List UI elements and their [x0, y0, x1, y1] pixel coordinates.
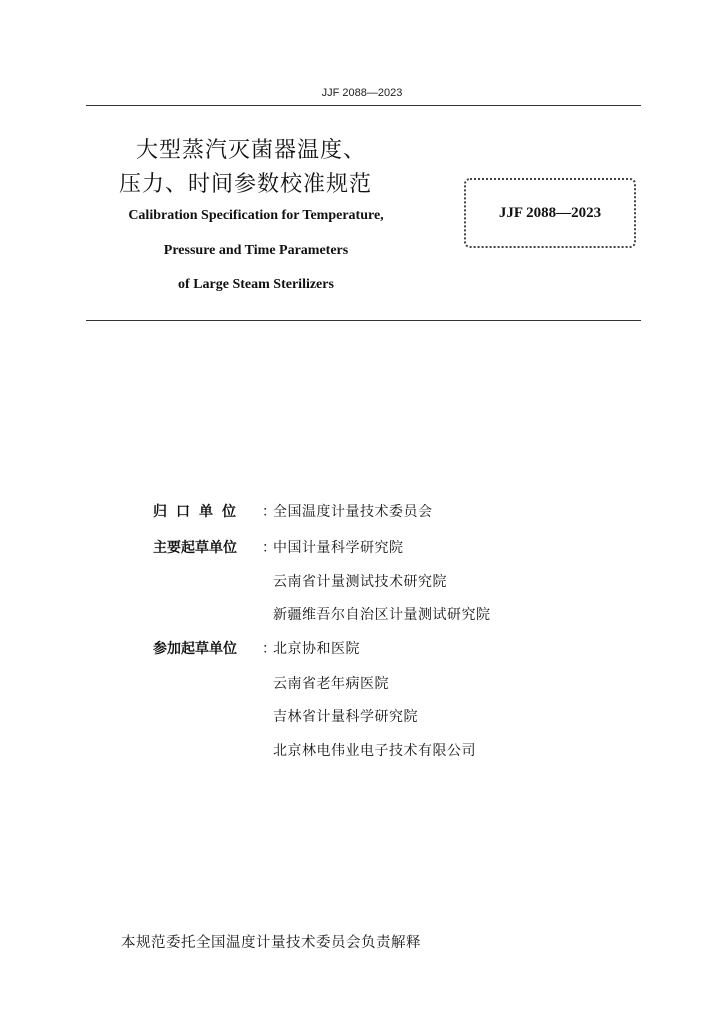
title-en-line-1: Calibration Specification for Temperature, [128, 208, 384, 223]
responsible-unit-label: 归口单位 [153, 504, 245, 520]
interpretation-note: 本规范委托全国温度计量技术委员会负责解释 [121, 935, 421, 951]
participating-drafting-colon: ： [262, 641, 276, 657]
main-drafting-unit: 云南省计量测试技术研究院 [273, 574, 447, 590]
title-divider [86, 320, 641, 321]
title-en-line-3: of Large Steam Sterilizers [178, 277, 334, 292]
header-divider [86, 105, 641, 106]
spec-code-box [464, 178, 636, 248]
title-en-line-2: Pressure and Time Parameters [163, 243, 349, 258]
responsible-unit-value: 全国温度计量技术委员会 [273, 504, 433, 520]
participating-drafting-unit: 吉林省计量科学研究院 [273, 709, 418, 725]
spec-code: JJF 2088—2023 [498, 204, 602, 221]
main-drafting-unit: 中国计量科学研究院 [273, 540, 404, 556]
main-drafting-unit: 新疆维吾尔自治区计量测试研究院 [273, 607, 491, 623]
title-cn-line-2: 压力、时间参数校准规范 [119, 172, 373, 197]
participating-drafting-label: 参加起草单位 [153, 641, 237, 657]
main-drafting-colon: ： [262, 540, 276, 556]
title-cn-line-1: 大型蒸汽灭菌器温度、 [136, 138, 367, 163]
main-drafting-label: 主要起草单位 [153, 540, 237, 556]
participating-drafting-unit: 云南省老年病医院 [273, 676, 389, 692]
header-spec-code: JJF 2088—2023 [321, 87, 403, 99]
participating-drafting-unit: 北京协和医院 [273, 641, 360, 657]
responsible-unit-colon: ： [262, 504, 276, 520]
participating-drafting-unit: 北京林电伟业电子技术有限公司 [273, 743, 476, 759]
